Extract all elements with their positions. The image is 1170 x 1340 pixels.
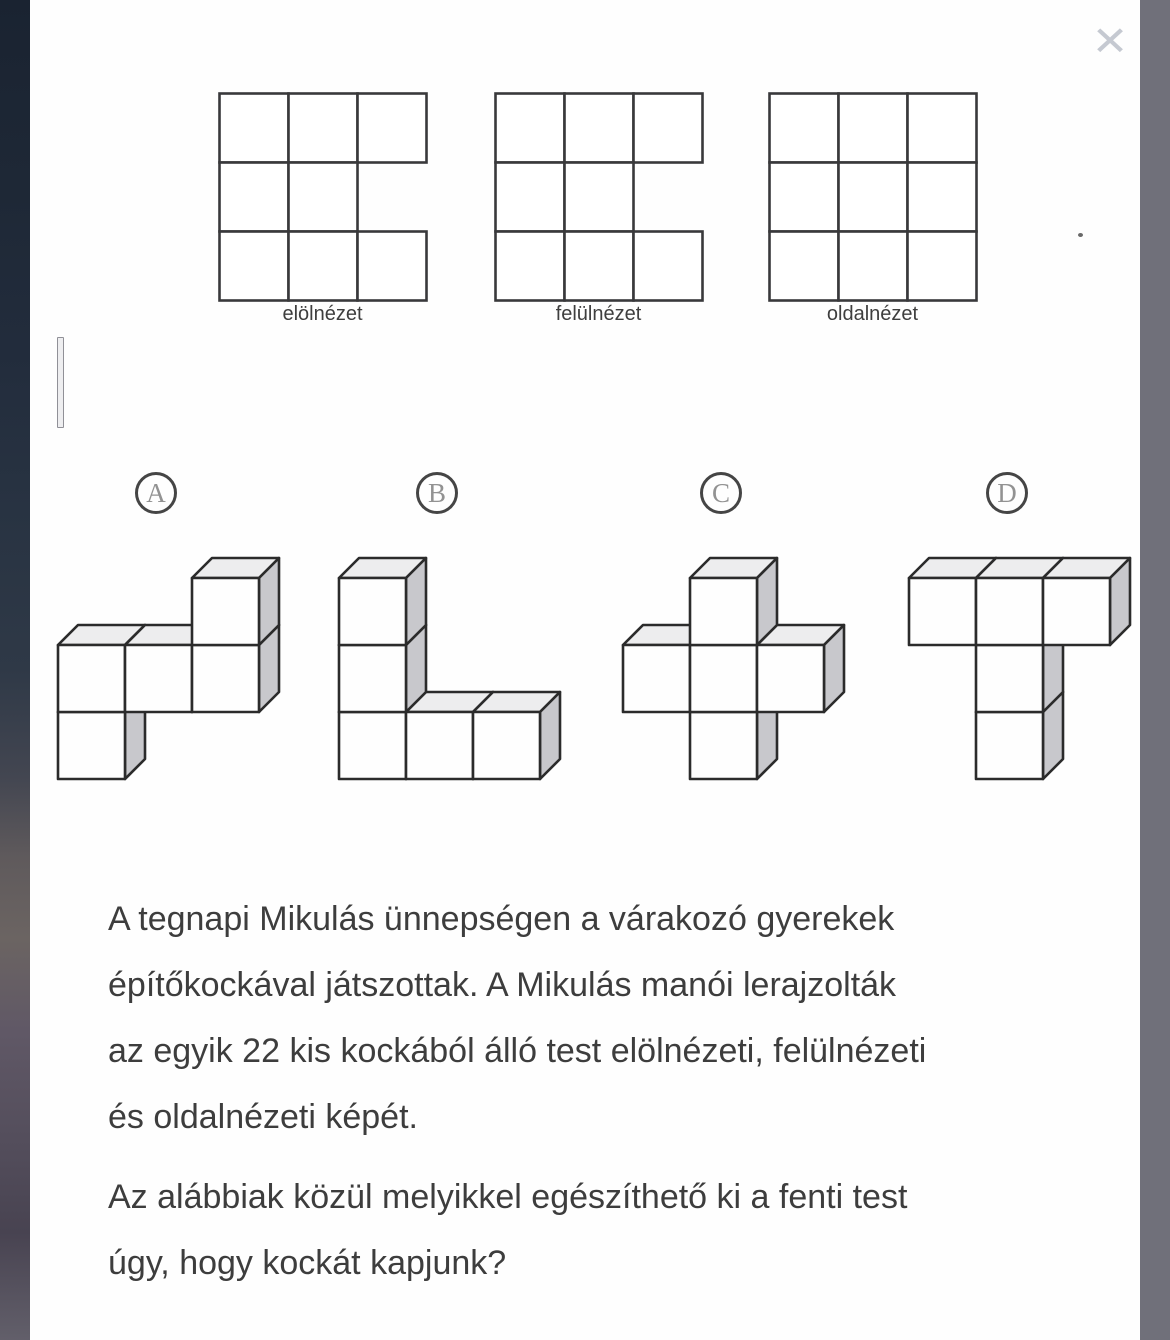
- answer-option-c[interactable]: [620, 470, 848, 788]
- question-line: Az alábbiak közül melyikkel egészíthető ki a fenti test: [108, 1178, 908, 1216]
- close-icon: ✕: [1091, 18, 1129, 65]
- answer-option-b[interactable]: [336, 470, 564, 788]
- option-c-figure[interactable]: [620, 554, 848, 782]
- question-line: az egyik 22 kis kockából álló test elölnézeti, felülnézeti: [108, 1032, 927, 1070]
- artifact-dot: [1078, 233, 1083, 237]
- option-b-figure[interactable]: [336, 554, 564, 782]
- answer-option-d[interactable]: [906, 470, 1134, 788]
- question-paragraph-1: [108, 886, 1118, 1150]
- question-line: A tegnapi Mikulás ünnepségen a várakozó gyerekek: [108, 900, 895, 938]
- question-line: és oldalnézeti képét.: [108, 1098, 418, 1136]
- side-view-label: oldalnézet: [826, 303, 919, 325]
- question-paragraph-2: [108, 1164, 1118, 1296]
- option-d-badge[interactable]: D: [986, 472, 1028, 514]
- question-line: építőkockával játszottak. A Mikulás manói lerajzolták: [108, 966, 897, 1004]
- option-c-badge[interactable]: C: [700, 472, 742, 514]
- background-overlay-strip: [1140, 0, 1170, 1340]
- top-view-grid: [493, 91, 704, 302]
- background-photo-strip: [0, 0, 30, 1340]
- front-view-grid: [217, 91, 428, 302]
- option-a-figure[interactable]: [55, 554, 283, 782]
- option-a-badge[interactable]: A: [135, 472, 177, 514]
- top-view-label: felülnézet: [555, 303, 642, 325]
- answer-option-a[interactable]: [55, 470, 283, 788]
- side-view-grid: [767, 91, 978, 302]
- option-b-badge[interactable]: B: [416, 472, 458, 514]
- question-line: úgy, hogy kockát kapjunk?: [108, 1244, 507, 1282]
- option-d-figure[interactable]: [906, 554, 1134, 782]
- close-button[interactable]: [1078, 10, 1142, 74]
- question-modal: [30, 0, 1140, 1340]
- front-view-label: elölnézet: [282, 303, 363, 325]
- scrollbar-thumb[interactable]: [57, 337, 64, 428]
